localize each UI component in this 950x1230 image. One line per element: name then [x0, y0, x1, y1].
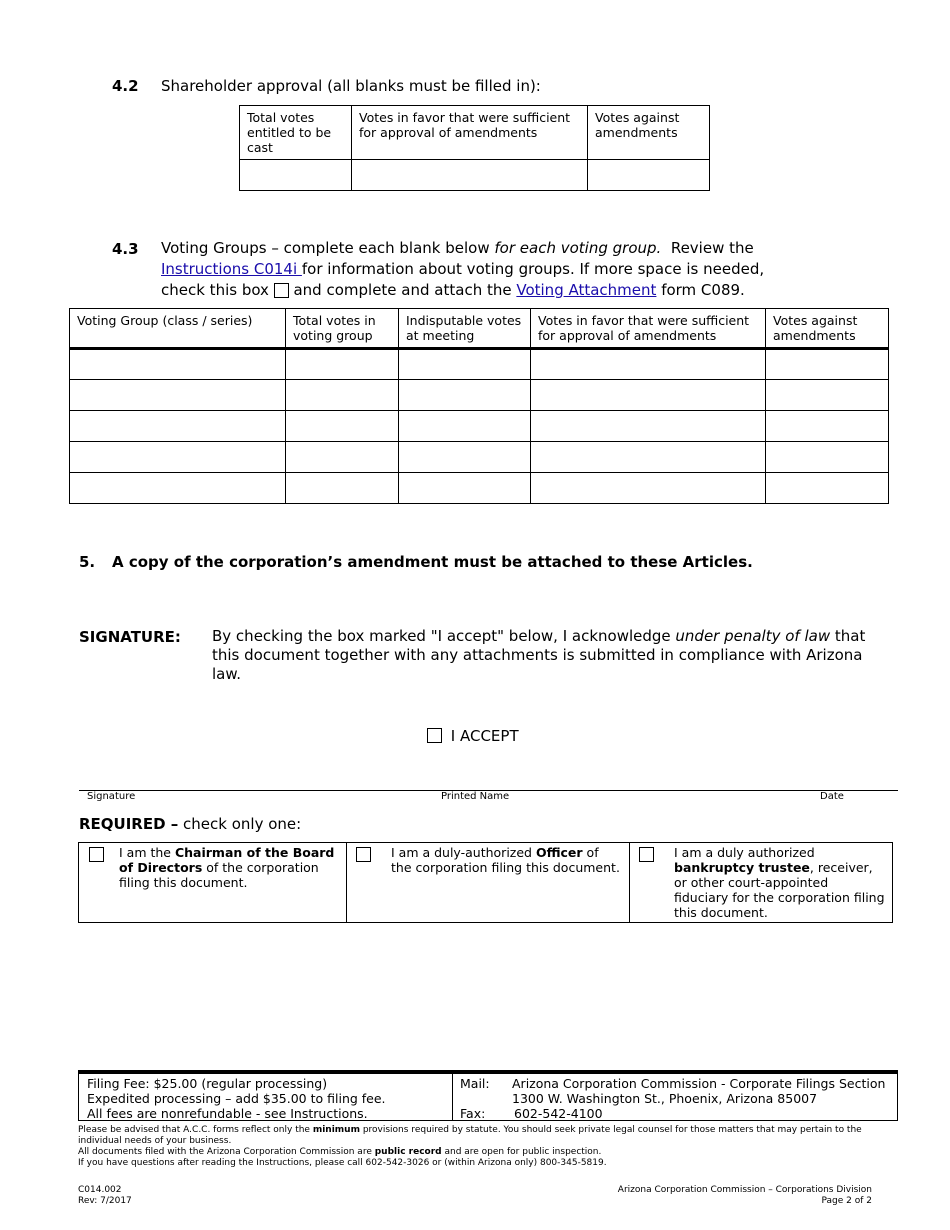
indisputable-votes-cell[interactable] [399, 380, 531, 411]
voting-groups-emphasis: for each voting group. [494, 239, 662, 257]
section-4-2-title: Shareholder approval (all blanks must be filled in): [161, 77, 541, 95]
legal-notes [78, 1125, 878, 1169]
header-total-votes: Total votes entitled to be cast [240, 106, 352, 160]
section-4-3-text [161, 238, 861, 301]
note-questions: If you have questions after reading the Instructions, please call 602-542-3026 or (within Arizona only) 800-345-5819. [78, 1158, 607, 1168]
date-caption: Date [820, 791, 844, 802]
header-voting-group: Voting Group (class / series) [70, 309, 286, 349]
required-label: REQUIRED – [79, 815, 179, 833]
expedited-fee: Expedited processing – add $35.00 to filing fee. [87, 1091, 386, 1106]
instructions-link[interactable]: Instructions C014i [161, 260, 302, 278]
fee-box [78, 1070, 898, 1121]
voting-attachment-link[interactable]: Voting Attachment [516, 281, 657, 299]
indisputable-votes-cell[interactable] [399, 411, 531, 442]
voting-groups-text: Voting Groups – complete each blank below [161, 239, 495, 257]
votes-against-cell[interactable] [766, 349, 889, 380]
votes-against-field[interactable] [588, 160, 710, 191]
accept-row [427, 726, 519, 745]
header-indisputable-votes: Indisputable votes at meeting [399, 309, 531, 349]
required-heading [79, 814, 301, 835]
fax-number: 602-542-4100 [514, 1106, 603, 1121]
printed-name-caption: Printed Name [441, 791, 510, 802]
note-minimum: Please be advised that A.C.C. forms reflect only the minimum provisions required by statute. You should seek private legal counsel for those matters that may pertain to the individual needs of your business. [78, 1125, 862, 1146]
total-votes-cell[interactable] [286, 349, 399, 380]
page-number: Page 2 of 2 [821, 1196, 872, 1206]
fee-box-divider [452, 1074, 453, 1121]
form-number: C014.002 [78, 1185, 122, 1195]
votes-against-cell[interactable] [766, 473, 889, 504]
signature-text-a: By checking the box marked "I accept" below, I acknowledge [212, 627, 676, 645]
votes-favor-cell[interactable] [531, 411, 766, 442]
total-votes-cell[interactable] [286, 473, 399, 504]
table-row [70, 411, 889, 442]
voting-groups-table [69, 308, 889, 504]
chairman-text: I am the Chairman of the Board of Directors of the corporation filing this document. [119, 845, 335, 890]
shareholder-approval-table [239, 105, 710, 191]
section-4-2-number: 4.2 [112, 77, 139, 95]
voting-group-cell[interactable] [70, 411, 286, 442]
total-votes-field[interactable] [240, 160, 352, 191]
signature-caption: Signature [87, 791, 136, 802]
signature-text-b: that this document together with any attachments is submitted in compliance with Arizona law. [212, 627, 866, 683]
revision: Rev: 7/2017 [78, 1196, 132, 1206]
header-total-votes-group: Total votes in voting group [286, 309, 399, 349]
mail-label: Mail: [460, 1076, 490, 1091]
trustee-checkbox[interactable] [639, 847, 654, 862]
header-votes-in-favor: Votes in favor that were sufficient for approval of amendments [352, 106, 588, 160]
mail-address: Arizona Corporation Commission - Corporate Filings Section 1300 W. Washington St., Phoenix, Arizona 85007 [512, 1076, 886, 1106]
trustee-text: I am a duly authorized bankruptcy trustee, receiver, or other court-appointed fiduciary for the corporation filing this document. [674, 845, 885, 920]
section-5-number: 5. [79, 553, 96, 571]
total-votes-cell[interactable] [286, 411, 399, 442]
table-row [70, 473, 889, 504]
officer-checkbox[interactable] [356, 847, 371, 862]
header-votes-against: Votes against amendments [588, 106, 710, 160]
indisputable-votes-cell[interactable] [399, 473, 531, 504]
option-officer [347, 843, 630, 923]
section-5-text: A copy of the corporation’s amendment must be attached to these Articles. [112, 553, 753, 571]
officer-text: I am a duly-authorized Officer of the corporation filing this document. [391, 845, 620, 875]
voting-group-cell[interactable] [70, 380, 286, 411]
filing-fee: Filing Fee: $25.00 (regular processing) [87, 1076, 328, 1091]
voting-group-cell[interactable] [70, 349, 286, 380]
voting-groups-info-text: for information about voting groups. If more space is needed, [301, 260, 765, 278]
accept-checkbox[interactable] [427, 728, 442, 743]
signature-statement [212, 627, 872, 684]
votes-against-cell[interactable] [766, 442, 889, 473]
attach-text: and complete and attach the [288, 281, 517, 299]
footer-right [618, 1185, 872, 1207]
required-instruction: check only one: [178, 815, 302, 833]
agency-name: Arizona Corporation Commission – Corporations Division [617, 1185, 872, 1195]
fax-label: Fax: [460, 1106, 486, 1121]
votes-in-favor-field[interactable] [352, 160, 588, 191]
voting-group-cell[interactable] [70, 442, 286, 473]
fee-info [87, 1076, 386, 1121]
required-options-table [78, 842, 893, 923]
more-space-checkbox[interactable] [274, 283, 289, 298]
signature-label: SIGNATURE: [79, 628, 181, 646]
review-text: Review the [661, 239, 754, 257]
section-4-3-number: 4.3 [112, 240, 139, 258]
votes-favor-cell[interactable] [531, 473, 766, 504]
table-row [70, 442, 889, 473]
note-public-record: All documents filed with the Arizona Corporation Commission are public record and are open for public inspection. [78, 1147, 602, 1157]
votes-favor-cell[interactable] [531, 380, 766, 411]
check-box-text: check this box [161, 281, 274, 299]
signature-emphasis: under penalty of law [675, 627, 831, 645]
total-votes-cell[interactable] [286, 380, 399, 411]
option-trustee [630, 843, 893, 923]
indisputable-votes-cell[interactable] [399, 442, 531, 473]
votes-against-cell[interactable] [766, 411, 889, 442]
table-row [70, 349, 889, 380]
votes-favor-cell[interactable] [531, 442, 766, 473]
accept-label: I ACCEPT [450, 726, 519, 745]
total-votes-cell[interactable] [286, 442, 399, 473]
votes-against-cell[interactable] [766, 380, 889, 411]
indisputable-votes-cell[interactable] [399, 349, 531, 380]
header-votes-against-group: Votes against amendments [766, 309, 889, 349]
voting-group-cell[interactable] [70, 473, 286, 504]
nonrefundable-note: All fees are nonrefundable - see Instructions. [87, 1106, 368, 1121]
chairman-checkbox[interactable] [89, 847, 104, 862]
option-chairman [79, 843, 347, 923]
votes-favor-cell[interactable] [531, 349, 766, 380]
table-row [70, 380, 889, 411]
footer-left [78, 1185, 132, 1207]
form-text: form C089. [656, 281, 745, 299]
header-votes-favor-group: Votes in favor that were sufficient for approval of amendments [531, 309, 766, 349]
